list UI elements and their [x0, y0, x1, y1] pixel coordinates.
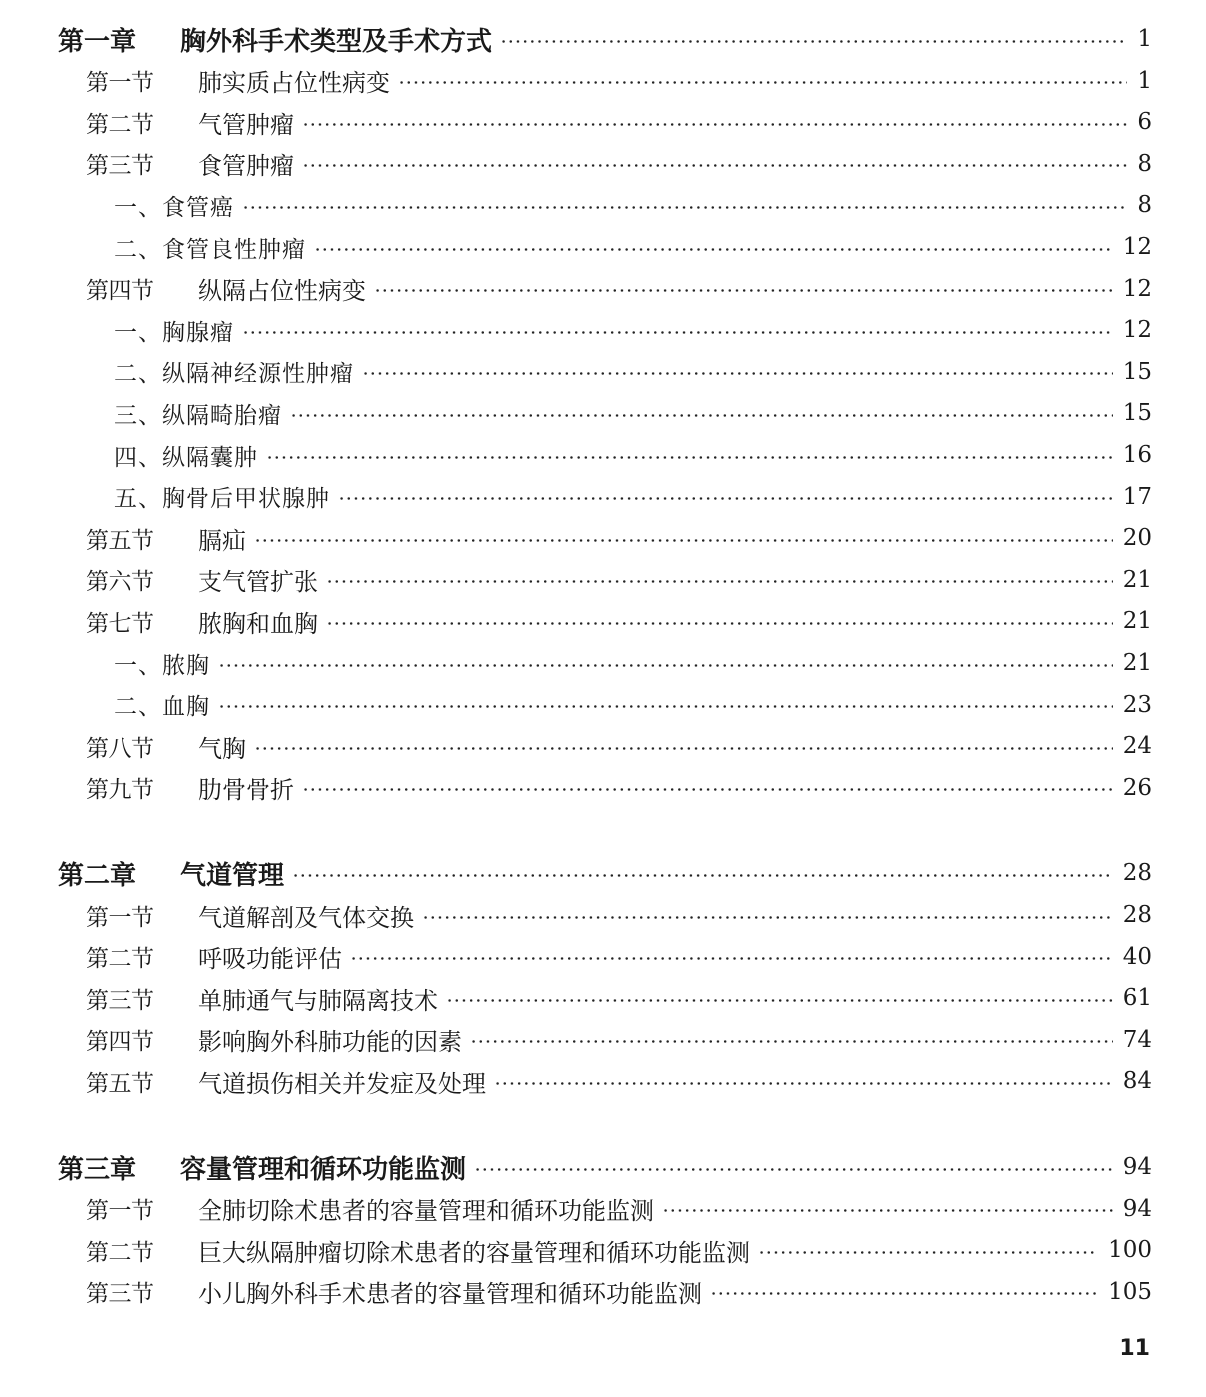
toc-entry-label: [86, 271, 366, 306]
section-title: 食管肿瘤: [198, 152, 294, 181]
toc-entry-chapter[interactable]: [58, 22, 1152, 56]
page-ref: 28: [1122, 860, 1152, 887]
dot-leader: [242, 331, 1113, 334]
page-ref: 94: [1122, 1195, 1152, 1222]
page-ref: 6: [1137, 109, 1152, 136]
toc-entry-label: [86, 105, 294, 140]
item-title: 五、胸骨后甲状腺肿: [114, 486, 330, 513]
dot-leader: [374, 289, 1113, 292]
dot-leader: [494, 1082, 1113, 1085]
page-ref: 1: [1137, 26, 1152, 52]
dot-leader: [326, 580, 1113, 583]
dot-leader: [218, 664, 1113, 667]
dot-leader: [662, 1209, 1113, 1212]
toc-entry-section[interactable]: [86, 604, 1152, 638]
page-ref: 1: [1137, 67, 1152, 94]
toc-entry-label: [114, 314, 234, 347]
dot-leader: [254, 747, 1113, 750]
section-title: 全肺切除术患者的容量管理和循环功能监测: [198, 1197, 654, 1226]
item-title: 一、食管癌: [114, 194, 234, 221]
dot-leader: [302, 123, 1127, 126]
page-ref: 61: [1122, 985, 1152, 1012]
dot-leader: [314, 248, 1113, 251]
toc-entry-label: [86, 1022, 462, 1057]
dot-leader: [290, 414, 1113, 417]
section-number: 第七节: [86, 610, 154, 637]
section-number: 第四节: [86, 278, 154, 305]
dot-leader: [218, 705, 1113, 708]
toc-entry-label: [86, 521, 246, 556]
toc-entry-section[interactable]: [86, 521, 1152, 555]
toc-entry-item[interactable]: [114, 438, 1152, 472]
section-title: 气胸: [198, 734, 246, 763]
section-number: 第二节: [86, 1239, 154, 1266]
toc-entry-section[interactable]: [86, 1023, 1152, 1057]
toc-entry-section[interactable]: [86, 771, 1152, 805]
toc-entry-label: [114, 647, 210, 680]
section-title: 气管肿瘤: [198, 110, 294, 139]
section-number: 第四节: [86, 1029, 154, 1056]
section-title: 纵隔占位性病变: [198, 277, 366, 306]
toc-entry-label: [114, 189, 234, 222]
toc-entry-label: [114, 231, 306, 264]
toc-entry-label: [86, 1274, 702, 1309]
section-number: 第二节: [86, 111, 154, 138]
dot-leader: [326, 622, 1113, 625]
dot-leader: [446, 999, 1113, 1002]
page-ref: 17: [1122, 483, 1152, 510]
page-ref: 74: [1122, 1026, 1152, 1053]
toc-entry-label: [86, 1064, 486, 1099]
toc-entry-item[interactable]: [114, 355, 1152, 389]
toc-entry-section[interactable]: [86, 1192, 1152, 1226]
page-ref: 8: [1137, 192, 1152, 219]
chapter-title: 容量管理和循环功能监测: [180, 1154, 467, 1185]
toc-entry-item[interactable]: [114, 396, 1152, 430]
toc-entry-label: [86, 1233, 750, 1268]
chapter-number: 第二章: [58, 860, 137, 891]
item-title: 二、食管良性肿瘤: [114, 236, 306, 263]
dot-leader: [362, 372, 1113, 375]
page-ref: 24: [1122, 733, 1152, 760]
toc-entry-item[interactable]: [114, 688, 1152, 722]
toc-entry-label: [86, 562, 318, 597]
section-number: 第三节: [86, 1281, 154, 1308]
dot-leader: [338, 497, 1113, 500]
page-ref: 12: [1122, 275, 1152, 302]
chapter-number: 第三章: [58, 1154, 137, 1185]
section-title: 巨大纵隔肿瘤切除术患者的容量管理和循环功能监测: [198, 1238, 750, 1267]
toc-entry-item[interactable]: [114, 646, 1152, 680]
dot-leader: [422, 916, 1113, 919]
page-ref: 26: [1122, 774, 1152, 801]
section-number: 第五节: [86, 1070, 154, 1097]
dot-leader: [758, 1251, 1098, 1254]
page-ref: 16: [1122, 442, 1152, 468]
dot-leader: [302, 788, 1113, 791]
section-number: 第二节: [86, 946, 154, 973]
page-ref: 8: [1137, 150, 1152, 177]
page-ref: 40: [1122, 943, 1152, 970]
page-ref: 94: [1122, 1154, 1152, 1180]
toc-entry-label: [114, 439, 258, 472]
page-ref: 15: [1122, 358, 1152, 385]
page-ref: 100: [1108, 1237, 1152, 1264]
page-ref: 12: [1122, 234, 1152, 260]
section-number: 第八节: [86, 735, 154, 762]
page-ref: 12: [1122, 317, 1152, 344]
toc-entry-section[interactable]: [86, 940, 1152, 974]
item-title: 二、血胸: [114, 694, 210, 721]
dot-leader: [302, 164, 1127, 167]
toc-entry-label: [58, 855, 284, 892]
page-ref: 20: [1122, 525, 1152, 552]
toc-entry-label: [86, 898, 414, 933]
toc-entry-label: [58, 21, 492, 58]
dot-leader: [242, 206, 1127, 209]
item-title: 四、纵隔囊肿: [114, 444, 258, 471]
section-number: 第一节: [86, 1198, 154, 1225]
section-number: 第九节: [86, 777, 154, 804]
item-title: 一、脓胸: [114, 652, 210, 679]
toc-entry-label: [86, 939, 342, 974]
toc-entry-label: [86, 1191, 654, 1226]
toc-entry-label: [86, 63, 390, 98]
toc-entry-section[interactable]: [86, 1275, 1152, 1309]
toc-entry-section[interactable]: [86, 272, 1152, 306]
section-title: 呼吸功能评估: [198, 945, 342, 974]
page-ref: 15: [1122, 400, 1152, 427]
page-number: 11: [1119, 1336, 1150, 1361]
section-title: 脓胸和血胸: [198, 609, 318, 638]
toc-entry-section[interactable]: [86, 898, 1152, 932]
page-ref: 28: [1122, 902, 1152, 928]
toc-entry-label: [114, 688, 210, 721]
toc-entry-item[interactable]: [114, 188, 1152, 222]
dot-leader: [470, 1040, 1113, 1043]
dot-leader: [710, 1292, 1098, 1295]
dot-leader: [474, 1168, 1113, 1171]
chapter-title: 气道管理: [180, 860, 285, 891]
section-number: 第一节: [86, 70, 154, 97]
item-title: 二、纵隔神经源性肿瘤: [114, 361, 354, 388]
section-title: 气道损伤相关并发症及处理: [198, 1069, 486, 1098]
toc-entry-section[interactable]: [86, 729, 1152, 763]
section-title: 影响胸外科肺功能的因素: [198, 1028, 462, 1057]
toc-entry-label: [114, 355, 354, 388]
dot-leader: [398, 81, 1127, 84]
section-number: 第五节: [86, 527, 154, 554]
toc-entry-label: [114, 397, 282, 430]
dot-leader: [500, 40, 1127, 43]
toc-entry-chapter[interactable]: [58, 1150, 1152, 1184]
page-ref: 21: [1122, 608, 1152, 635]
page-ref: 23: [1122, 691, 1152, 718]
section-number: 第三节: [86, 153, 154, 180]
section-title: 气道解剖及气体交换: [198, 903, 414, 932]
section-number: 第六节: [86, 569, 154, 596]
toc-entry-label: [114, 480, 330, 513]
toc-entry-label: [86, 604, 318, 639]
page-ref: 105: [1108, 1278, 1152, 1305]
chapter-number: 第一章: [58, 26, 137, 57]
item-title: 三、纵隔畸胎瘤: [114, 402, 282, 429]
toc-entry-chapter[interactable]: [58, 856, 1152, 890]
section-title: 肋骨骨折: [198, 776, 294, 805]
section-title: 膈疝: [198, 526, 246, 555]
section-title: 支气管扩张: [198, 568, 318, 597]
toc-entry-item[interactable]: [114, 230, 1152, 264]
toc-entry-label: [86, 146, 294, 181]
item-title: 一、胸腺瘤: [114, 319, 234, 346]
toc-entry-section[interactable]: [86, 64, 1152, 98]
toc-entry-label: [86, 770, 294, 805]
toc-entry-label: [86, 729, 246, 764]
toc-entry-label: [58, 1149, 466, 1186]
section-number: 第一节: [86, 904, 154, 931]
toc-entry-section[interactable]: [86, 105, 1152, 139]
dot-leader: [254, 539, 1113, 542]
section-title: 单肺通气与肺隔离技术: [198, 986, 438, 1015]
toc-entry-label: [86, 981, 438, 1016]
chapter-title: 胸外科手术类型及手术方式: [180, 26, 493, 57]
dot-leader: [292, 874, 1113, 877]
page-ref: 84: [1122, 1068, 1152, 1095]
toc-entry-section[interactable]: [86, 563, 1152, 597]
toc-entry-item[interactable]: [114, 480, 1152, 514]
toc-entry-section[interactable]: [86, 1064, 1152, 1098]
section-number: 第三节: [86, 987, 154, 1014]
page-ref: 21: [1122, 566, 1152, 593]
toc-entry-section[interactable]: [86, 1233, 1152, 1267]
toc-entry-section[interactable]: [86, 147, 1152, 181]
dot-leader: [266, 456, 1113, 459]
page-ref: 21: [1122, 650, 1152, 676]
section-title: 小儿胸外科手术患者的容量管理和循环功能监测: [198, 1280, 702, 1309]
toc-entry-section[interactable]: [86, 981, 1152, 1015]
dot-leader: [350, 957, 1113, 960]
toc-entry-item[interactable]: [114, 313, 1152, 347]
section-title: 肺实质占位性病变: [198, 69, 390, 98]
